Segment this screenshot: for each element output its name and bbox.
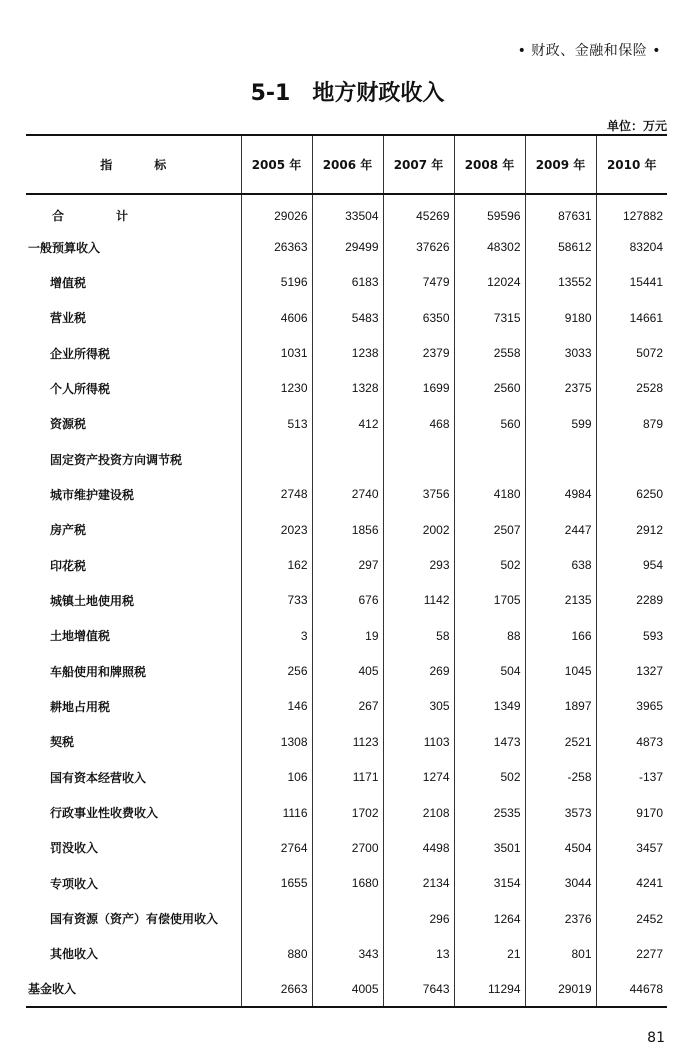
value-cell: 256 — [241, 653, 312, 688]
value-cell: 3501 — [454, 830, 525, 865]
value-cell: 2740 — [312, 477, 383, 512]
value-cell: 4241 — [596, 866, 667, 901]
value-cell: 19 — [312, 618, 383, 653]
value-cell: 7315 — [454, 300, 525, 335]
value-cell — [241, 441, 312, 476]
value-cell — [241, 901, 312, 936]
row-label: 营业税 — [50, 311, 87, 326]
value-cell: 468 — [383, 406, 454, 441]
value-cell: 1702 — [312, 795, 383, 830]
value-cell: 9180 — [525, 300, 596, 335]
table-row — [26, 371, 667, 406]
value-cell: 1123 — [312, 724, 383, 759]
value-cell: 3756 — [383, 477, 454, 512]
value-cell: 1274 — [383, 760, 454, 795]
value-cell: 502 — [454, 547, 525, 582]
row-label: 个人所得税 — [50, 381, 111, 396]
table-row — [26, 653, 667, 688]
row-label: 印花税 — [50, 558, 87, 573]
value-cell: 12024 — [454, 265, 525, 300]
value-cell: 3457 — [596, 830, 667, 865]
value-cell: 83204 — [596, 229, 667, 264]
value-cell: 412 — [312, 406, 383, 441]
value-cell: 2277 — [596, 936, 667, 971]
value-cell: 1327 — [596, 653, 667, 688]
value-cell: 2375 — [525, 371, 596, 406]
value-cell: 44678 — [596, 972, 667, 1007]
table-row — [26, 830, 667, 865]
value-cell: 2521 — [525, 724, 596, 759]
value-cell: 1699 — [383, 371, 454, 406]
year-header: 2007 年 — [383, 135, 454, 194]
row-label: 固定资产投资方向调节税 — [50, 452, 183, 467]
value-cell: 1142 — [383, 583, 454, 618]
value-cell: 29026 — [241, 194, 312, 229]
value-cell: 1897 — [525, 689, 596, 724]
value-cell: 2002 — [383, 512, 454, 547]
value-cell: 1045 — [525, 653, 596, 688]
value-cell: 2663 — [241, 972, 312, 1007]
revenue-table — [26, 134, 667, 1008]
table-row — [26, 689, 667, 724]
row-label: 其他收入 — [50, 947, 99, 962]
table-row — [26, 760, 667, 795]
table-row — [26, 901, 667, 936]
value-cell: 6183 — [312, 265, 383, 300]
value-cell: 106 — [241, 760, 312, 795]
value-cell: 1349 — [454, 689, 525, 724]
row-label: 资源税 — [50, 417, 87, 432]
value-cell: 269 — [383, 653, 454, 688]
table-row — [26, 972, 667, 1007]
value-cell — [454, 441, 525, 476]
value-cell: 3 — [241, 618, 312, 653]
value-cell: 1238 — [312, 335, 383, 370]
value-cell: 1031 — [241, 335, 312, 370]
table-row — [26, 795, 667, 830]
value-cell: 4005 — [312, 972, 383, 1007]
value-cell: 5196 — [241, 265, 312, 300]
value-cell: 7479 — [383, 265, 454, 300]
year-header: 2010 年 — [596, 135, 667, 194]
value-cell: 2447 — [525, 512, 596, 547]
value-cell: 48302 — [454, 229, 525, 264]
value-cell: 504 — [454, 653, 525, 688]
value-cell: -258 — [525, 760, 596, 795]
value-cell: 880 — [241, 936, 312, 971]
row-label: 一般预算收入 — [28, 240, 101, 255]
value-cell: 29019 — [525, 972, 596, 1007]
value-cell: 4498 — [383, 830, 454, 865]
value-cell: 45269 — [383, 194, 454, 229]
row-label: 房产税 — [50, 523, 87, 538]
row-label: 城市维护建设税 — [50, 487, 135, 502]
table-row — [26, 335, 667, 370]
value-cell: 593 — [596, 618, 667, 653]
value-cell: 15441 — [596, 265, 667, 300]
value-cell: 2452 — [596, 901, 667, 936]
table-row — [26, 194, 667, 229]
table-number: 5-1 — [250, 81, 291, 106]
table-row — [26, 512, 667, 547]
value-cell: 296 — [383, 901, 454, 936]
value-cell: 3033 — [525, 335, 596, 370]
table-row — [26, 618, 667, 653]
table-row — [26, 406, 667, 441]
value-cell: 2379 — [383, 335, 454, 370]
value-cell: 2764 — [241, 830, 312, 865]
value-cell: 127882 — [596, 194, 667, 229]
row-label: 基金收入 — [26, 972, 241, 1007]
value-cell: 1116 — [241, 795, 312, 830]
value-cell: 2560 — [454, 371, 525, 406]
value-cell: 267 — [312, 689, 383, 724]
value-cell: 33504 — [312, 194, 383, 229]
value-cell: 3044 — [525, 866, 596, 901]
row-label: 契税 — [50, 735, 75, 750]
value-cell — [525, 441, 596, 476]
value-cell: 513 — [241, 406, 312, 441]
row-label: 耕地占用税 — [50, 699, 111, 714]
table-title: 地方财政收入 — [312, 81, 445, 106]
value-cell: 560 — [454, 406, 525, 441]
value-cell: 2912 — [596, 512, 667, 547]
value-cell: 87631 — [525, 194, 596, 229]
value-cell: 2289 — [596, 583, 667, 618]
row-label: 国有资源（资产）有偿使用收入 — [50, 912, 219, 927]
value-cell: 4504 — [525, 830, 596, 865]
value-cell: 1264 — [454, 901, 525, 936]
page-title — [0, 76, 695, 107]
row-label: 行政事业性收费收入 — [50, 806, 159, 821]
value-cell: 1230 — [241, 371, 312, 406]
value-cell: 1171 — [312, 760, 383, 795]
year-header: 2009 年 — [525, 135, 596, 194]
value-cell: -137 — [596, 760, 667, 795]
row-label: 国有资本经营收入 — [50, 770, 147, 785]
table-row — [26, 936, 667, 971]
value-cell: 88 — [454, 618, 525, 653]
table-row — [26, 724, 667, 759]
row-label: 车船使用和牌照税 — [50, 664, 147, 679]
value-cell: 1328 — [312, 371, 383, 406]
value-cell: 2376 — [525, 901, 596, 936]
year-header: 2006 年 — [312, 135, 383, 194]
value-cell: 6350 — [383, 300, 454, 335]
value-cell: 29499 — [312, 229, 383, 264]
table-row — [26, 583, 667, 618]
value-cell: 2558 — [454, 335, 525, 370]
value-cell: 5483 — [312, 300, 383, 335]
table-row — [26, 265, 667, 300]
value-cell: 3154 — [454, 866, 525, 901]
table-row — [26, 866, 667, 901]
value-cell: 58612 — [525, 229, 596, 264]
value-cell — [596, 441, 667, 476]
value-cell — [383, 441, 454, 476]
value-cell: 4180 — [454, 477, 525, 512]
value-cell: 3573 — [525, 795, 596, 830]
value-cell — [312, 441, 383, 476]
value-cell: 4873 — [596, 724, 667, 759]
table-row — [26, 441, 667, 476]
value-cell: 6250 — [596, 477, 667, 512]
value-cell: 26363 — [241, 229, 312, 264]
value-cell: 1655 — [241, 866, 312, 901]
value-cell: 4984 — [525, 477, 596, 512]
year-header: 2008 年 — [454, 135, 525, 194]
page-number: 81 — [647, 1030, 665, 1046]
value-cell: 1103 — [383, 724, 454, 759]
value-cell: 2507 — [454, 512, 525, 547]
value-cell: 638 — [525, 547, 596, 582]
table-header-row — [26, 135, 667, 194]
value-cell: 1856 — [312, 512, 383, 547]
value-cell: 2528 — [596, 371, 667, 406]
row-label: 城镇土地使用税 — [50, 593, 135, 608]
value-cell: 13552 — [525, 265, 596, 300]
value-cell: 343 — [312, 936, 383, 971]
value-cell: 7643 — [383, 972, 454, 1007]
value-cell: 954 — [596, 547, 667, 582]
value-cell — [312, 901, 383, 936]
value-cell: 1705 — [454, 583, 525, 618]
value-cell: 599 — [525, 406, 596, 441]
value-cell: 2108 — [383, 795, 454, 830]
row-label: 专项收入 — [50, 876, 99, 891]
unit-note: 单位：万元 — [606, 119, 667, 133]
value-cell: 502 — [454, 760, 525, 795]
value-cell: 297 — [312, 547, 383, 582]
value-cell: 2748 — [241, 477, 312, 512]
table-row — [26, 477, 667, 512]
value-cell: 58 — [383, 618, 454, 653]
value-cell: 146 — [241, 689, 312, 724]
value-cell: 676 — [312, 583, 383, 618]
value-cell: 9170 — [596, 795, 667, 830]
value-cell: 5072 — [596, 335, 667, 370]
value-cell: 3965 — [596, 689, 667, 724]
value-cell: 305 — [383, 689, 454, 724]
table-body — [26, 194, 667, 1007]
value-cell: 1473 — [454, 724, 525, 759]
value-cell: 2023 — [241, 512, 312, 547]
value-cell: 801 — [525, 936, 596, 971]
value-cell: 2135 — [525, 583, 596, 618]
value-cell: 2700 — [312, 830, 383, 865]
value-cell: 59596 — [454, 194, 525, 229]
value-cell: 162 — [241, 547, 312, 582]
row-label: 土地增值税 — [50, 629, 111, 644]
value-cell: 1680 — [312, 866, 383, 901]
table-row — [26, 547, 667, 582]
year-header: 2005 年 — [241, 135, 312, 194]
value-cell: 13 — [383, 936, 454, 971]
row-label: 企业所得税 — [50, 346, 111, 361]
row-label: 罚没收入 — [50, 841, 99, 856]
value-cell: 37626 — [383, 229, 454, 264]
table-row — [26, 229, 667, 264]
table-row — [26, 300, 667, 335]
value-cell: 879 — [596, 406, 667, 441]
section-header: • 财政、金融和保险 • — [517, 43, 661, 59]
value-cell: 1308 — [241, 724, 312, 759]
row-label: 增值税 — [50, 275, 87, 290]
value-cell: 21 — [454, 936, 525, 971]
indicator-header: 指标 — [26, 135, 241, 194]
value-cell: 166 — [525, 618, 596, 653]
value-cell: 11294 — [454, 972, 525, 1007]
value-cell: 4606 — [241, 300, 312, 335]
value-cell: 2535 — [454, 795, 525, 830]
value-cell: 14661 — [596, 300, 667, 335]
value-cell: 405 — [312, 653, 383, 688]
value-cell: 733 — [241, 583, 312, 618]
row-label: 合计 — [52, 209, 181, 224]
value-cell: 293 — [383, 547, 454, 582]
value-cell: 2134 — [383, 866, 454, 901]
